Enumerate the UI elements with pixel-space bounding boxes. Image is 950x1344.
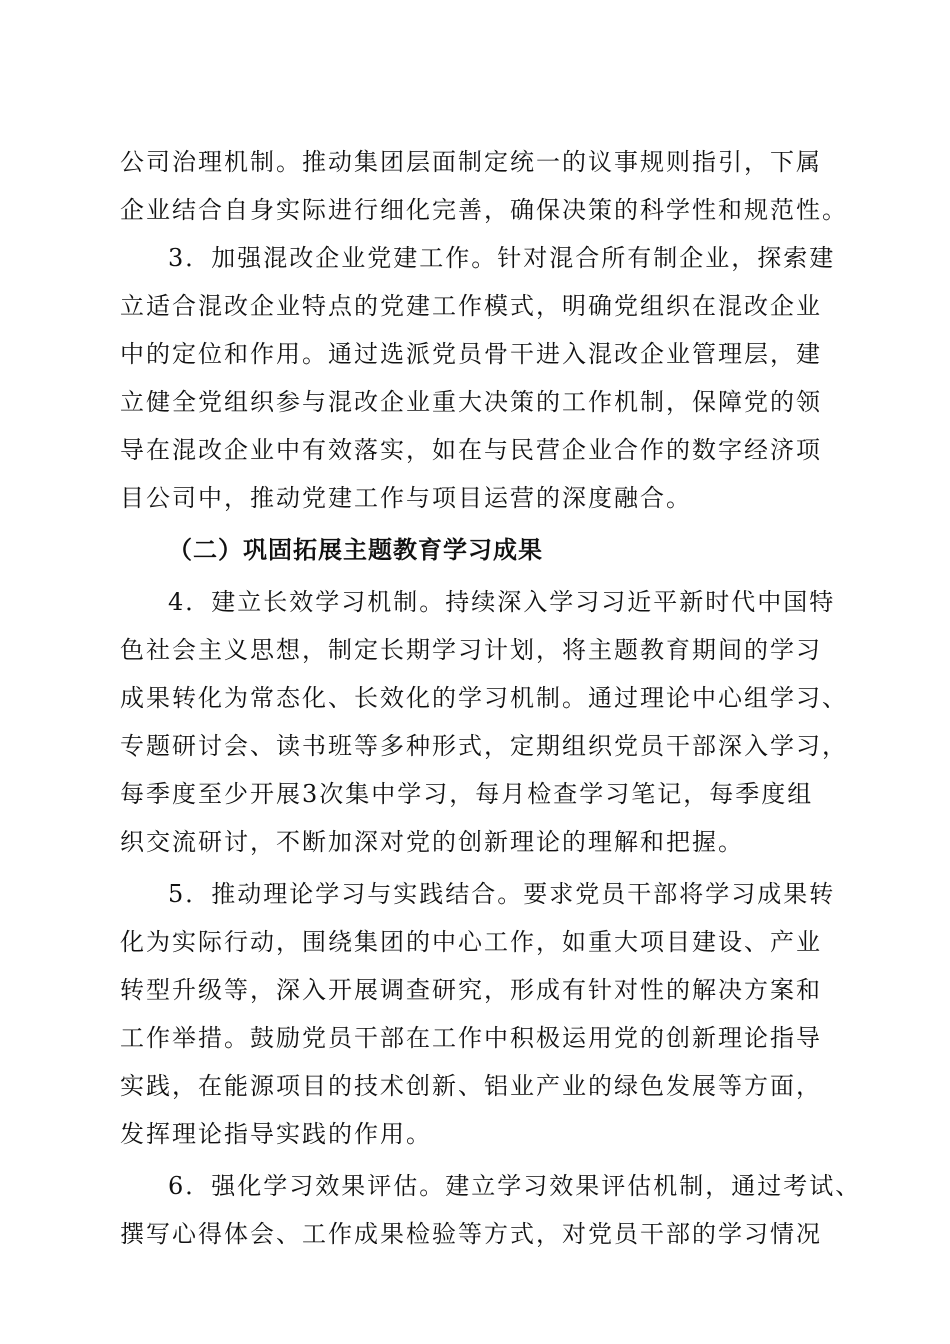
text-line: 每季度至少开展3次集中学习，每月检查学习笔记，每季度组 bbox=[120, 780, 814, 808]
text-line: 转型升级等，深入开展调查研究，形成有针对性的解决方案和 bbox=[120, 976, 822, 1004]
text-line: 目公司中，推动党建工作与项目运营的深度融合。 bbox=[120, 484, 692, 512]
section-heading: （二）巩固拓展主题教育学习成果 bbox=[168, 536, 543, 564]
text-line: 3．加强混改企业党建工作。针对混合所有制企业，探索建 bbox=[168, 244, 836, 272]
text-line: 色社会主义思想，制定长期学习计划，将主题教育期间的学习 bbox=[120, 636, 822, 664]
text-line: 6．强化学习效果评估。建立学习效果评估机制，通过考试、 bbox=[168, 1172, 862, 1200]
text-line: 化为实际行动，围绕集团的中心工作，如重大项目建设、产业 bbox=[120, 928, 822, 956]
text-line: 导在混改企业中有效落实，如在与民营企业合作的数字经济项 bbox=[120, 436, 822, 464]
text-line: 专题研讨会、读书班等多种形式，定期组织党员干部深入学习， bbox=[120, 732, 848, 760]
text-line: 撰写心得体会、工作成果检验等方式，对党员干部的学习情况 bbox=[120, 1220, 822, 1248]
text-line: 工作举措。鼓励党员干部在工作中积极运用党的创新理论指导 bbox=[120, 1024, 822, 1052]
text-line: 企业结合自身实际进行细化完善，确保决策的科学性和规范性。 bbox=[120, 196, 848, 224]
text-line: 5．推动理论学习与实践结合。要求党员干部将学习成果转 bbox=[168, 880, 836, 908]
text-line: 实践，在能源项目的技术创新、铝业产业的绿色发展等方面， bbox=[120, 1072, 822, 1100]
text-line: 立健全党组织参与混改企业重大决策的工作机制，保障党的领 bbox=[120, 388, 822, 416]
text-line: 公司治理机制。推动集团层面制定统一的议事规则指引，下属 bbox=[120, 148, 822, 176]
text-line: 织交流研讨，不断加深对党的创新理论的理解和把握。 bbox=[120, 828, 744, 856]
text-line: 中的定位和作用。通过选派党员骨干进入混改企业管理层，建 bbox=[120, 340, 822, 368]
text-line: 发挥理论指导实践的作用。 bbox=[120, 1120, 432, 1148]
text-line: 立适合混改企业特点的党建工作模式，明确党组织在混改企业 bbox=[120, 292, 822, 320]
text-line: 4．建立长效学习机制。持续深入学习习近平新时代中国特 bbox=[168, 588, 836, 616]
text-line: 成果转化为常态化、长效化的学习机制。通过理论中心组学习、 bbox=[120, 684, 848, 712]
